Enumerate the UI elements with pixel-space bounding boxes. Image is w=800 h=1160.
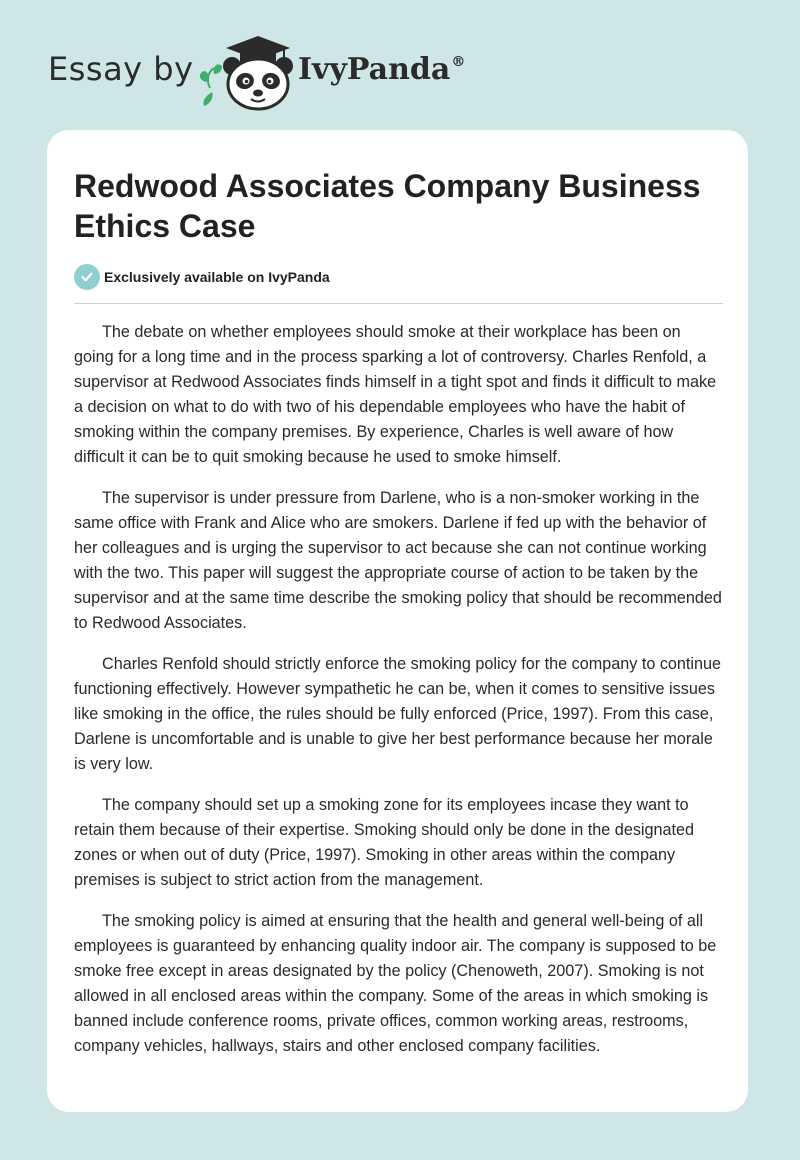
paragraph: The supervisor is under pressure from Darlene, who is a non-smoker working in the same office with Frank and Alice who are smokers. Darlene if fed up with the behavior of her colleagues and is urging the supervisor to act because she can not continue working with the two. This paper will suggest the appropriate course of action to be taken by the supervisor and at the same time describe the smoking policy that should be recommended to Redwood Associates. [74, 489, 722, 632]
exclusive-badge-label: Exclusively available on IvyPanda [104, 269, 330, 285]
paragraph: Charles Renfold should strictly enforce the smoking policy for the company to continue functioning effectively. However sympathetic he can be, when it comes to sensitive issues like smoking in the office, the rules should be fully enforced (Price, 1997). From this case, Darlene is uncomfortable and is unable to give her best performance because her morale is very low. [74, 655, 722, 773]
essay-body [74, 320, 724, 1075]
paragraph: The debate on whether employees should smoke at their workplace has been on going for a long time and in the process sparking a lot of controversy. Charles Renfold, a supervisor at Redwood Associates finds himself in a tight spot and finds it difficult to make a decision on what to do with two of his dependable employees who have the habit of smoking within the company premises. By experience, Charles is well aware of how difficult it can be to quit smoking because he used to smoke himself. [74, 323, 717, 466]
exclusive-badge [74, 264, 330, 290]
paragraph: The smoking policy is aimed at ensuring that the health and general well-being of all employees is guaranteed by enhancing quality indoor air. The company is supposed to be smoke free except in areas designated by the policy (Chenoweth, 2007). Smoking is not allowed in all enclosed areas within the company. Some of the areas in which smoking is banned include conference rooms, private offices, common working areas, restrooms, company vehicles, hallways, stairs and other enclosed company facilities. [74, 912, 717, 1055]
paragraph: The company should set up a smoking zone for its employees incase they want to retain them because of their expertise. Smoking should only be done in the designated zones or when out of duty (Price, 1997). Smoking in other areas within the company premises is subject to strict action from the management. [74, 796, 695, 889]
essay-title: Redwood Associates Company Business Ethics Case [74, 168, 701, 244]
divider [74, 303, 723, 304]
brand-text: IvyPanda [298, 52, 451, 87]
registered-mark: ® [451, 54, 466, 70]
panda-graduate-icon[interactable] [196, 30, 294, 112]
essay-card [47, 130, 748, 1112]
check-circle-icon [74, 264, 100, 290]
brand-name[interactable] [298, 52, 465, 87]
essay-by-label: Essay by [48, 50, 194, 88]
site-header [0, 0, 800, 130]
